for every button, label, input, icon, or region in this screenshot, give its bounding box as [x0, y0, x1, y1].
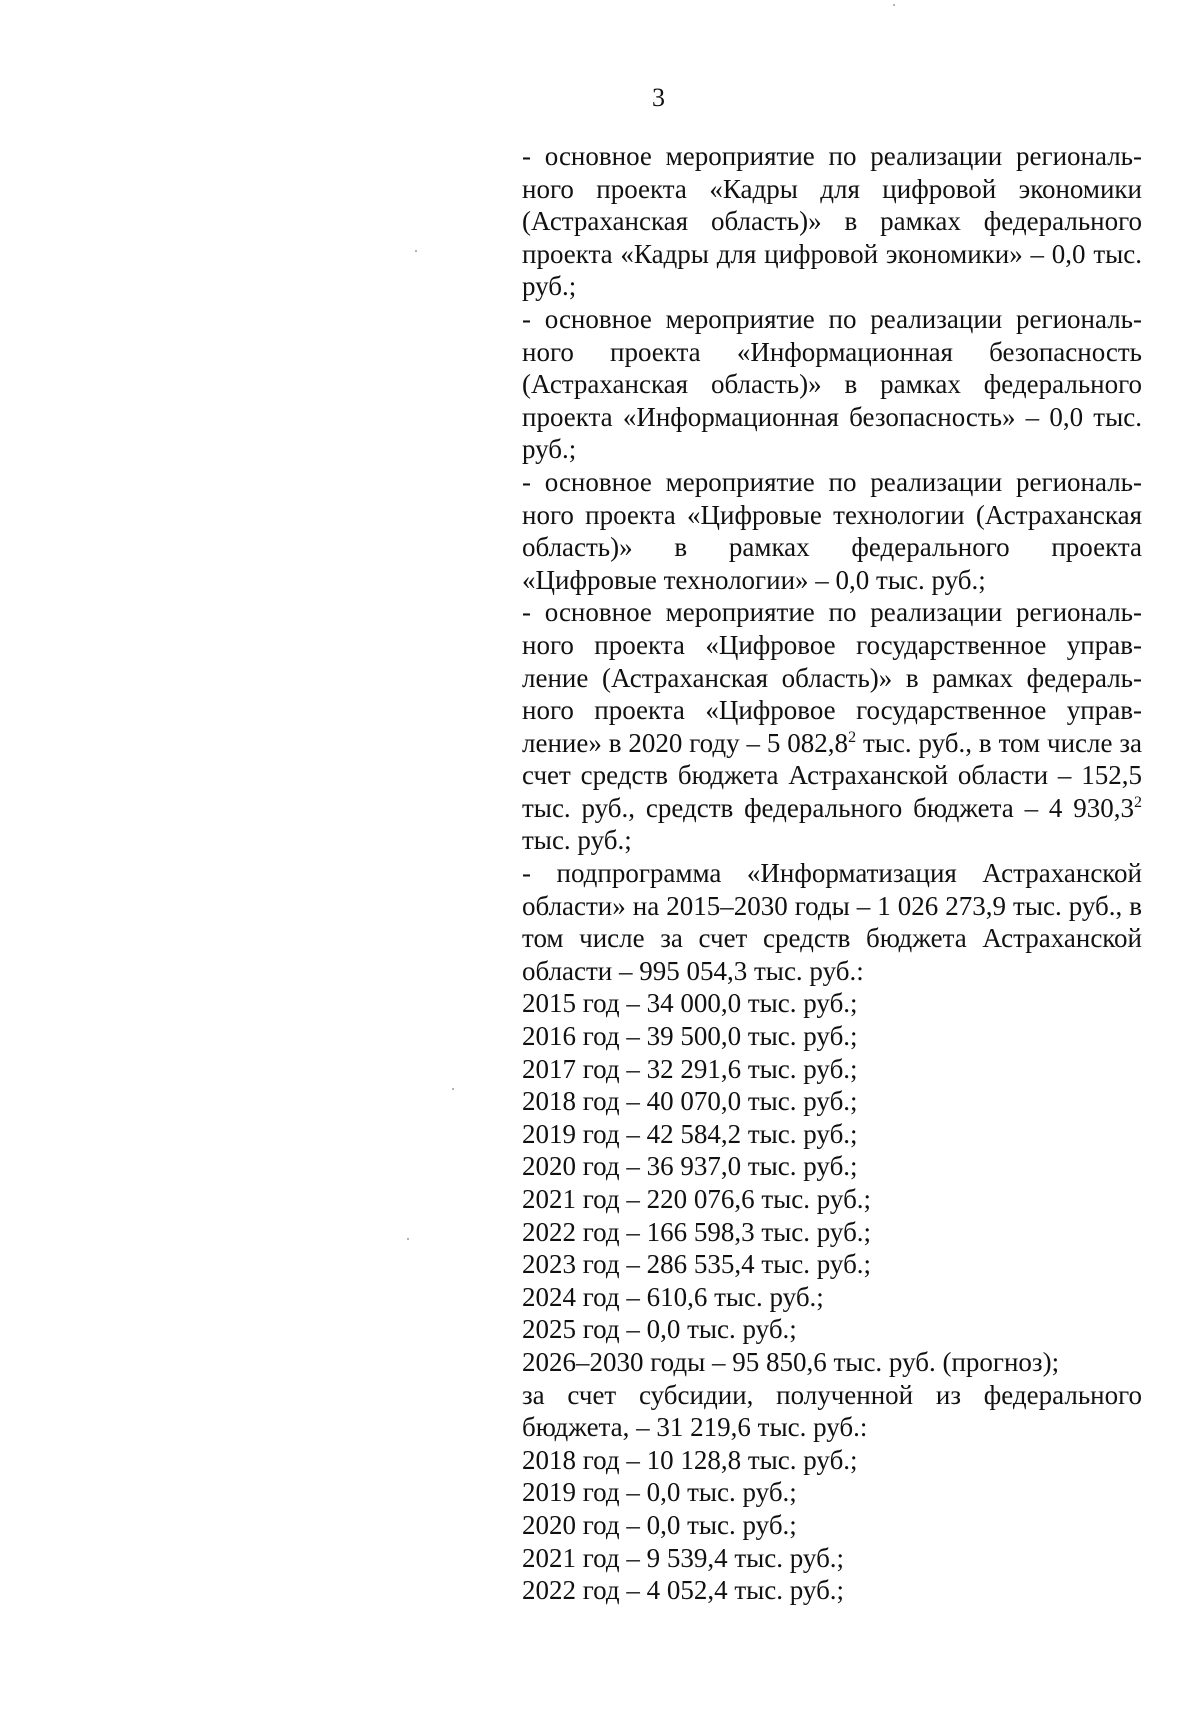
measure-paragraph: - основное мероприятие по реализации регионального проекта «Кадры для цифровой экономики (Астраханская область)» в рамках федерального проекта «Кадры для цифровой экономики» – 0,0 тыс. руб.; [522, 141, 1142, 302]
scan-speck [893, 4, 895, 6]
scan-speck [452, 1088, 454, 1090]
year-line: 2015 год – 34 000,0 тыс. руб.; [522, 988, 858, 1019]
year-line: 2021 год – 220 076,6 тыс. руб.; [522, 1184, 872, 1214]
year-line: 2025 год – 0,0 тыс. руб.; [522, 1314, 797, 1345]
paragraph-text: - основное мероприятие по реализации регионального проекта «Цифровое государственное управление (Астраханская область)» в рамках федерального проекта «Цифровое государственное управление» в 2020 году – 5 082,8 [522, 597, 1142, 758]
year-line: 2018 год – 40 070,0 тыс. руб.; [522, 1086, 858, 1117]
year-line: 2016 год – 39 500,0 тыс. руб.; [522, 1021, 858, 1052]
document-body [522, 140, 1142, 1607]
year-line: 2019 год – 0,0 тыс. руб.; [522, 1477, 797, 1508]
measure-paragraph: - основное мероприятие по реализации регионального проекта «Цифровые технологии (Астраханская область)» в рамках федерального проекта «Цифровые технологии» – 0,0 тыс. руб.; [522, 466, 1142, 595]
year-line: 2018 год – 10 128,8 тыс. руб.; [522, 1444, 858, 1475]
year-line: 2024 год – 610,6 тыс. руб.; [522, 1281, 824, 1312]
federal-subsidy-paragraph: за счет субсидии, полученной из федерального бюджета, – 31 219,6 тыс. руб.: [522, 1379, 1142, 1443]
footnote-mark: 2 [1134, 793, 1142, 811]
year-line: 2021 год – 9 539,4 тыс. руб.; [522, 1542, 845, 1573]
year-line: 2020 год – 36 937,0 тыс. руб.; [522, 1151, 858, 1182]
year-line: 2019 год – 42 584,2 тыс. руб.; [522, 1118, 858, 1149]
subprogram-paragraph: - подпрограмма «Информатизация Астраханской области» на 2015–2030 годы – 1 026 273,9 тыс. руб., в том числе за счет средств бюджета Астраханской области – 995 054,3 тыс. руб.: [522, 858, 1142, 986]
year-line: 2020 год – 0,0 тыс. руб.; [522, 1509, 797, 1540]
paragraph-text: тыс. руб.; [522, 825, 632, 856]
footnote-mark: 2 [848, 728, 857, 746]
year-line: 2017 год – 32 291,6 тыс. руб.; [522, 1053, 858, 1084]
page-number: 3 [652, 83, 665, 112]
year-line: 2022 год – 4 052,4 тыс. руб.; [522, 1575, 845, 1606]
scan-speck [407, 1238, 409, 1240]
year-line: 2023 год – 286 535,4 тыс. руб.; [522, 1249, 872, 1280]
measure-paragraph: - основное мероприятие по реализации регионального проекта «Информационная безопасность (Астраханская область)» в рамках федерального проекта «Информационная безопасность» – 0,0 тыс. руб.; [522, 303, 1142, 465]
paragraph-text: тыс. руб., в том числе за счет средств бюджета Астраханской области – 152,5 тыс. руб., средств федерального бюджета – 4 930,3 [522, 727, 1142, 823]
measure-paragraph [522, 596, 1142, 857]
scan-speck [415, 250, 417, 252]
year-line: 2026–2030 годы – 95 850,6 тыс. руб. (прогноз); [522, 1346, 1060, 1377]
year-line: 2022 год – 166 598,3 тыс. руб.; [522, 1216, 872, 1247]
